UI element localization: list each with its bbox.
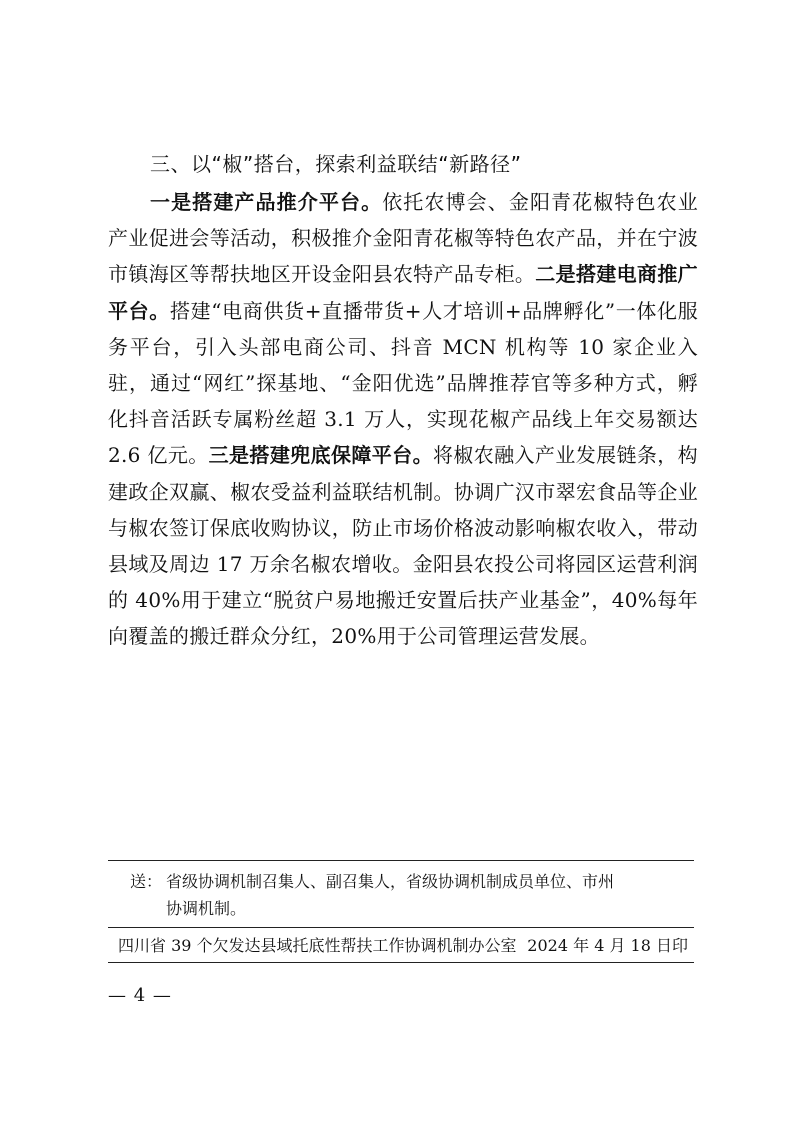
issuing-office: 四川省 39 个欠发达县域托底性帮扶工作协调机制办公室 [118,936,517,955]
bold-lead-3: 三是搭建兜底保障平台。 [208,443,433,468]
bold-lead-2: 二是搭建电商推广平台。 [108,262,698,323]
print-date: 2024 年 4 月 18 日印 [527,936,688,955]
send-recipients-line1: 省级协调机制召集人、副召集人，省级协调机制成员单位、市州 [166,872,615,891]
send-label: 送： [130,872,163,891]
distribution-list [130,868,696,922]
section-heading: 三、以“椒”搭台，探索利益联结“新路径” [150,152,522,176]
paragraph-text-1: 依托农博会、金阳青花椒特色农业产业促进会等活动，积极推介金阳青花椒等特色农产品，并在宁波市镇海区等帮扶地区开设金阳县农特产品专柜。 [108,190,698,287]
footer-rule-middle [108,927,694,928]
body-paragraph [108,184,698,655]
paragraph-text-2: 搭建“电商供货+直播带货+人才培训+品牌孵化”一体化服务平台，引入头部电商公司、抖音 MCN 机构等 10 家企业入驻，通过“网红”探基地、“金阳优选”品牌推荐官等多种方式，孵化抖音活跃专属粉丝超 3.1 万人，实现花椒产品线上年交易额达 2.6 亿元。 [108,298,698,468]
paragraph-text-3: 将椒农融入产业发展链条，构建政企双赢、椒农受益利益联结机制。协调广汉市翠宏食品等企业与椒农签订保底收购协议，防止市场价格波动影响椒农收入，带动县域及周边 17 万余名椒农增收。金阳县农投公司将园区运营利润的 40%用于建立“脱贫户易地搬迁安置后扶产业基金”，40%每年向覆盖的搬迁群众分红，20%用于公司管理运营发展。 [108,443,698,649]
bold-lead-1: 一是搭建产品推介平台。 [150,190,383,214]
footer-rule-top [108,860,694,861]
issuer-line [118,933,688,959]
page-number: — 4 — [108,985,172,1006]
footer-rule-bottom [108,962,694,963]
send-recipients-line2: 协调机制。 [166,899,247,918]
